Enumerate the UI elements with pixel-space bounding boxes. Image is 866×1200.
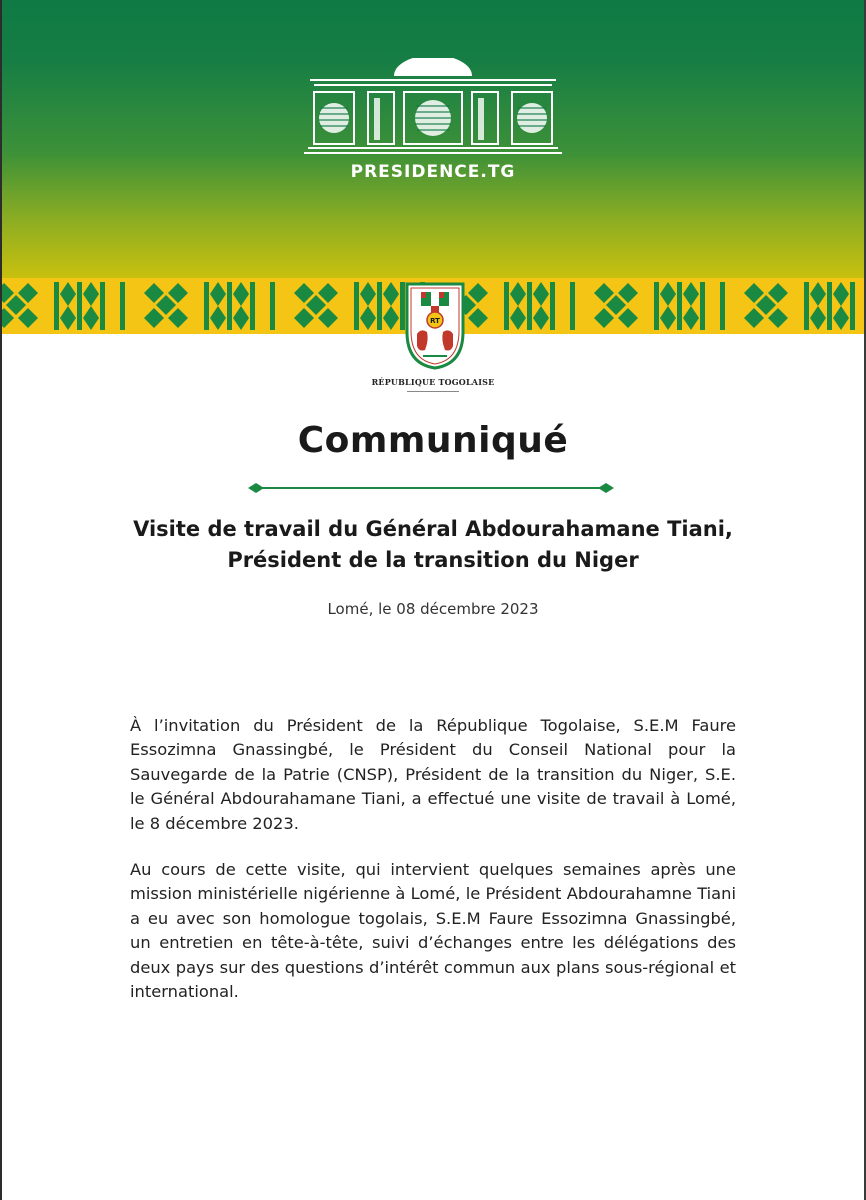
coat-of-arms-icon [403, 276, 467, 372]
title-divider [248, 482, 614, 494]
label-underline [407, 391, 459, 392]
document-title: Communiqué [297, 420, 569, 461]
paragraph: À l’invitation du Président de la République Togolaise, S.E.M Faure Essozimna Gnassingbé, le Président du Conseil National pour la Sauvegarde de la Patrie (CNSP), Président de la transition du Niger, S.E. le Général Abdourahamane Tiani, a effectué une visite de travail à Lomé, le 8 décembre 2023. [130, 716, 736, 833]
svg-text:RT: RT [430, 317, 440, 325]
republic-label: RÉPUBLIQUE TOGOLAISE [371, 377, 495, 387]
brand-name: PRESIDENCE.TG [350, 162, 516, 182]
document-subtitle: Visite de travail du Général Abdourahamane Tiani, Président de la transition du Niger [133, 517, 733, 572]
dateline: Lomé, le 08 décembre 2023 [327, 600, 539, 618]
header-banner [0, 0, 866, 278]
presidential-palace-icon [300, 58, 566, 158]
body-text [130, 714, 736, 1026]
paragraph: Au cours de cette visite, qui intervient quelques semaines après une mission ministérielle nigérienne à Lomé, le Président Abdourahamne Tiani a eu avec son homologue togolais, S.E.M Faure Essozimna Gnassingbé, un entretien en tête-à-tête, suivi d’échanges entre les délégations des deux pays sur des questions d’intérêt commun aux plans sous-régional et international. [130, 860, 736, 1002]
